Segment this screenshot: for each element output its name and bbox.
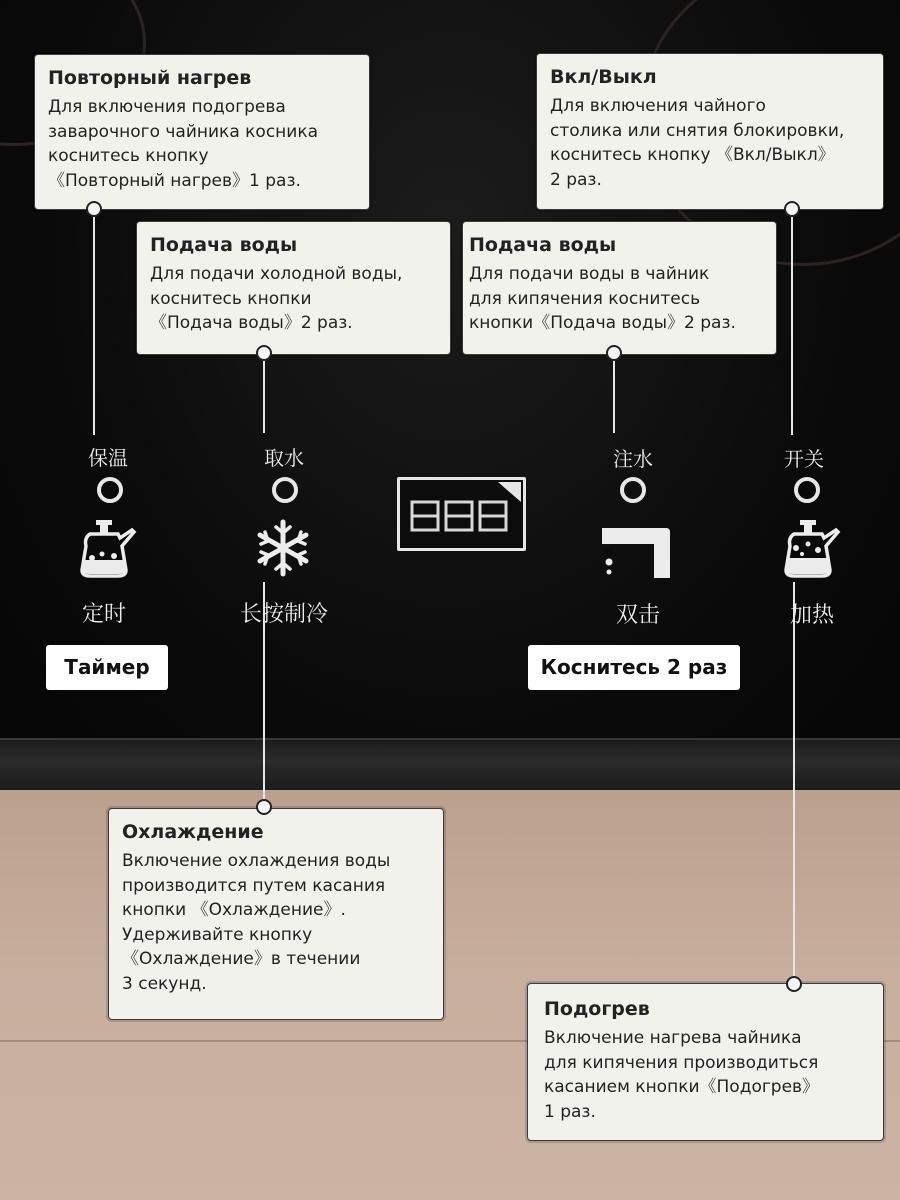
card-heating-title: Подогрев xyxy=(544,998,650,1020)
card-reheat-title: Повторный нагрев xyxy=(48,67,252,89)
teapot-icon xyxy=(74,518,138,578)
card-power-title: Вкл/Выкл xyxy=(550,66,657,88)
display-digits-graphic xyxy=(400,480,523,548)
card-reheat xyxy=(34,54,370,210)
faucet-icon xyxy=(600,524,672,580)
label-hold-cooling-cn: 长按制冷 xyxy=(239,602,328,627)
label-keep-warm: 保温 xyxy=(88,446,128,470)
card-water-cold xyxy=(136,221,451,355)
card-water-kettle-body: Для подачи воды в чайник для кипячения коснитесь кнопки《Подача воды》2 раз. xyxy=(469,264,736,333)
card-cooling-body: Включение охлаждения воды производится путем касания кнопки 《Охлаждение》. Удерживайте кнопку 《Охлаждение》в течении 3 секунд. xyxy=(122,851,391,994)
timer-badge: Таймер xyxy=(46,645,168,690)
label-add-water: 注水 xyxy=(613,447,653,471)
card-power xyxy=(536,53,884,210)
connector-reheat xyxy=(93,209,95,435)
card-heating-body: Включение нагрева чайника для кипячения производиться касанием кнопки《Подогрев》 1 раз. xyxy=(544,1028,820,1122)
card-cooling xyxy=(108,808,444,1020)
snowflake-icon xyxy=(254,519,312,577)
connector-water-kettle xyxy=(613,353,615,433)
card-water-cold-body: Для подачи холодной воды, коснитесь кнопки 《Подача воды》2 раз. xyxy=(150,264,403,333)
card-heating xyxy=(527,983,884,1141)
connector-dot-water-kettle xyxy=(606,345,622,361)
connector-power xyxy=(791,209,793,435)
label-power: 开关 xyxy=(784,447,824,471)
connector-dot-cooling xyxy=(256,799,272,815)
label-heat-cn: 加热 xyxy=(789,603,834,628)
connector-heating xyxy=(793,582,795,984)
card-power-body: Для включения чайного столика или снятия блокировки, коснитесь кнопку 《Вкл/Выкл》 2 раз. xyxy=(550,96,845,190)
connector-water-cold xyxy=(263,353,265,433)
card-water-kettle-title: Подача воды xyxy=(469,234,617,256)
label-timer-cn: 定时 xyxy=(81,602,126,627)
panel-ledge xyxy=(0,738,900,792)
take-water-touch-button[interactable] xyxy=(272,477,298,503)
card-cooling-title: Охлаждение xyxy=(122,821,264,843)
keep-warm-touch-button[interactable] xyxy=(97,477,123,503)
connector-dot-power xyxy=(784,201,800,217)
connector-dot-reheat xyxy=(86,201,102,217)
digital-display xyxy=(397,477,526,551)
label-double-tap-cn: 双击 xyxy=(615,603,660,628)
kettle-boil-icon xyxy=(778,518,842,578)
label-take-water: 取水 xyxy=(264,446,304,470)
connector-dot-water-cold xyxy=(256,345,272,361)
connector-dot-heating xyxy=(786,976,802,992)
add-water-touch-button[interactable] xyxy=(620,477,646,503)
power-touch-button[interactable] xyxy=(794,477,820,503)
card-reheat-body: Для включения подогрева заварочного чайника косника коснитесь кнопку 《Повторный нагрев》1 раз. xyxy=(48,97,319,191)
card-water-cold-title: Подача воды xyxy=(150,234,298,256)
card-water-kettle xyxy=(462,221,777,355)
touch-twice-badge: Коснитесь 2 раз xyxy=(528,645,740,690)
